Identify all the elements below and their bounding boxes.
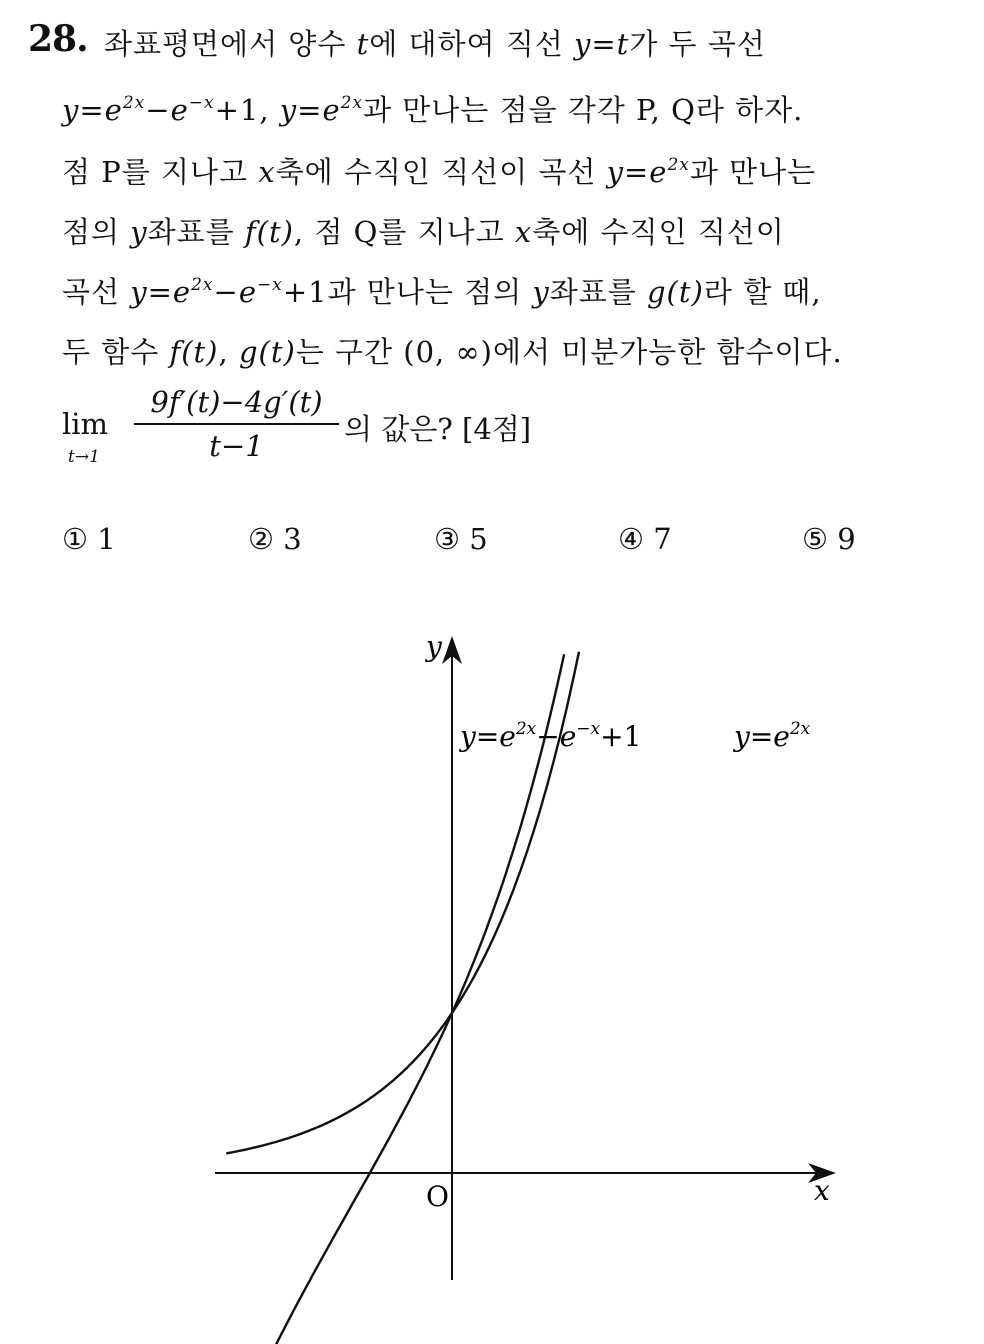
choice-2[interactable]: ② 3	[248, 522, 302, 556]
origin-label: O	[426, 1180, 449, 1213]
curve2-label: $y=e^{2x}$	[734, 719, 811, 753]
question-line-6: 두 함수 f(t), g(t)는 구간 (0, ∞)에서 미분가능한 함수이다.	[62, 335, 843, 369]
lim-subscript: t→1	[68, 447, 100, 467]
curve-e2x-minus-e-neg-x-plus-1	[224, 654, 564, 1344]
question-line-2: $y=e^{2x}-e^{-x}+1$, $y=e^{2x}$과 만나는 점을 각각 P, Q라 하자.	[62, 93, 804, 127]
choice-1[interactable]: ① 1	[62, 522, 116, 556]
choice-4[interactable]: ④ 7	[618, 522, 672, 556]
question-line-1: 좌표평면에서 양수 t에 대하여 직선 y=t가 두 곡선	[104, 27, 766, 61]
choice-5[interactable]: ⑤ 9	[802, 522, 856, 556]
fraction-numerator: 9f′(t)−4g′(t)	[150, 385, 323, 419]
question-tail: 의 값은? [4점]	[344, 412, 532, 446]
fraction-denominator: t−1	[209, 429, 264, 463]
lim-word: lim	[62, 407, 109, 441]
y-axis-label: y	[426, 630, 442, 663]
choice-3[interactable]: ③ 5	[434, 522, 488, 556]
question-line-3: 점 P를 지나고 x축에 수직인 직선이 곡선 $y=e^{2x}$과 만나는	[62, 155, 817, 189]
curve1-label: $y=e^{2x}-e^{-x}+1$	[460, 719, 642, 753]
x-axis-label: x	[814, 1174, 830, 1207]
question-line-4: 점의 y좌표를 f(t), 점 Q를 지나고 x축에 수직인 직선이	[62, 215, 785, 249]
question-line-5: 곡선 $y=e^{2x}-e^{-x}+1$과 만나는 점의 y좌표를 g(t)라 할 때,	[62, 275, 822, 309]
question-number: 28.	[28, 18, 88, 60]
